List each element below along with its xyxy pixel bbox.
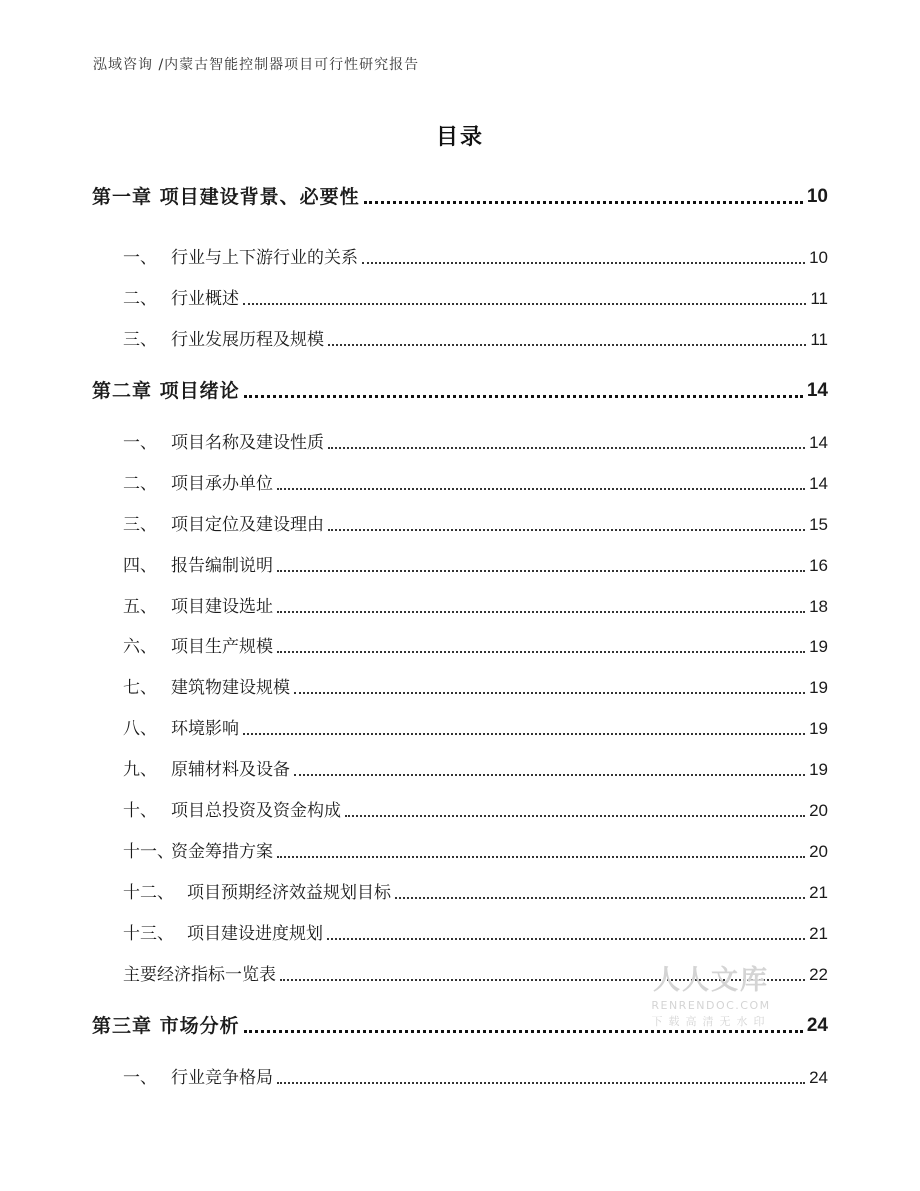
dot-leader	[345, 815, 805, 817]
toc-page-number: 19	[809, 719, 828, 738]
toc-section[interactable]	[123, 286, 828, 312]
toc-entry-label: 主要经济指标一览表	[123, 965, 276, 985]
toc-entry-label: 资金筹措方案	[171, 842, 273, 862]
toc-section[interactable]	[123, 675, 828, 701]
toc-entry-label: 第二章 项目绪论	[92, 380, 240, 402]
dot-leader	[277, 611, 805, 613]
toc-section-number: 十、	[123, 801, 157, 821]
toc-section-number: 四、	[123, 556, 157, 576]
dot-leader	[294, 774, 805, 776]
toc-page-number: 19	[809, 637, 828, 656]
dot-leader	[362, 262, 805, 264]
toc-section[interactable]	[123, 921, 828, 947]
toc-entry-label: 项目建设进度规划	[187, 924, 323, 944]
dot-leader	[277, 488, 805, 490]
toc-page-number: 20	[809, 801, 828, 820]
toc-entry-label: 建筑物建设规模	[171, 678, 290, 698]
toc-section-number: 一、	[123, 433, 157, 453]
dot-leader	[395, 897, 805, 899]
toc-section-number: 十一、	[123, 842, 174, 862]
dot-leader	[277, 570, 805, 572]
toc-section-number: 一、	[123, 1068, 157, 1088]
toc-page-number: 11	[810, 330, 828, 349]
toc-section[interactable]	[123, 798, 828, 824]
toc-section[interactable]	[123, 634, 828, 660]
toc-chapter-2[interactable]	[92, 378, 828, 404]
toc-page-number: 19	[809, 760, 828, 779]
dot-leader	[277, 651, 805, 653]
toc-page-number: 18	[809, 597, 828, 616]
toc-entry-label: 行业发展历程及规模	[171, 330, 324, 350]
toc-entry-label: 项目预期经济效益规划目标	[187, 883, 391, 903]
toc-section-number: 五、	[123, 597, 157, 617]
toc-section[interactable]	[123, 839, 828, 865]
toc-title: 目录	[435, 125, 484, 150]
toc-section-number: 六、	[123, 637, 157, 657]
toc-page-number: 14	[806, 380, 828, 401]
toc-section-number: 七、	[123, 678, 157, 698]
toc-section[interactable]	[123, 594, 828, 620]
dot-leader	[294, 692, 805, 694]
toc-page-number: 10	[806, 186, 828, 207]
toc-section[interactable]	[123, 716, 828, 742]
toc-entry-label: 行业竞争格局	[171, 1068, 273, 1088]
toc-section-number: 一、	[123, 248, 157, 268]
dot-leader	[243, 733, 805, 735]
toc-page-number: 20	[809, 842, 828, 861]
toc-section[interactable]	[123, 757, 828, 783]
toc-page-number: 24	[806, 1015, 828, 1036]
toc-entry-label: 环境影响	[171, 719, 239, 739]
toc-entry-label: 原辅材料及设备	[171, 760, 290, 780]
toc-section[interactable]	[123, 245, 828, 271]
toc-section-number: 十二、	[123, 883, 174, 903]
toc-entry-label: 项目定位及建设理由	[171, 515, 324, 535]
dot-leader	[328, 529, 805, 531]
toc-page-number: 10	[809, 248, 828, 267]
toc-entry-label: 项目总投资及资金构成	[171, 801, 341, 821]
toc-section[interactable]	[123, 880, 828, 906]
toc-section[interactable]	[123, 553, 828, 579]
toc-section-number: 九、	[123, 760, 157, 780]
watermark-tagline: 下载高清无水印	[651, 1015, 771, 1028]
toc-entry-label: 项目名称及建设性质	[171, 433, 324, 453]
toc-section[interactable]	[123, 430, 828, 456]
toc-chapter-1[interactable]	[92, 184, 828, 210]
toc-entry-label: 项目生产规模	[171, 637, 273, 657]
toc-page-number: 21	[809, 883, 828, 902]
toc-section[interactable]	[123, 1065, 828, 1091]
dot-leader	[244, 1030, 803, 1033]
toc-entry-label: 报告编制说明	[171, 556, 273, 576]
dot-leader	[364, 201, 803, 204]
toc-section-number: 二、	[123, 474, 157, 494]
toc-page-number: 21	[809, 924, 828, 943]
toc-entry-label: 行业与上下游行业的关系	[171, 248, 358, 268]
toc-section-number: 十三、	[123, 924, 174, 944]
toc-page-number: 22	[809, 965, 828, 984]
dot-leader	[244, 395, 803, 398]
dot-leader	[328, 344, 806, 346]
toc-page-number: 14	[809, 474, 828, 493]
toc-section-number: 三、	[123, 330, 157, 350]
toc-entry-label: 项目建设选址	[171, 597, 273, 617]
toc-entry-label: 行业概述	[171, 289, 239, 309]
toc-entry-label: 第一章 项目建设背景、必要性	[92, 186, 360, 208]
toc-entry-label: 项目承办单位	[171, 474, 273, 494]
running-header: 泓域咨询 /内蒙古智能控制器项目可行性研究报告	[93, 57, 420, 73]
toc-section-number: 八、	[123, 719, 157, 739]
toc-page-number: 14	[809, 433, 828, 452]
toc-section-number: 二、	[123, 289, 157, 309]
toc-section[interactable]	[123, 471, 828, 497]
watermark-url: RENRENDOC.COM	[651, 999, 771, 1012]
toc-page-number: 24	[809, 1068, 828, 1087]
toc-section[interactable]	[123, 512, 828, 538]
toc-page-number: 11	[810, 289, 828, 308]
dot-leader	[327, 938, 805, 940]
dot-leader	[277, 856, 805, 858]
dot-leader	[328, 447, 805, 449]
toc-section[interactable]	[123, 327, 828, 353]
watermark	[648, 958, 774, 1029]
toc-entry-label: 第三章 市场分析	[92, 1015, 240, 1037]
dot-leader	[243, 303, 806, 305]
watermark-brand: 人人文库	[653, 965, 769, 996]
toc-section-number: 三、	[123, 515, 157, 535]
toc-page-number: 19	[809, 678, 828, 697]
dot-leader	[277, 1082, 805, 1084]
toc-page-number: 16	[809, 556, 828, 575]
toc-page-number: 15	[809, 515, 828, 534]
